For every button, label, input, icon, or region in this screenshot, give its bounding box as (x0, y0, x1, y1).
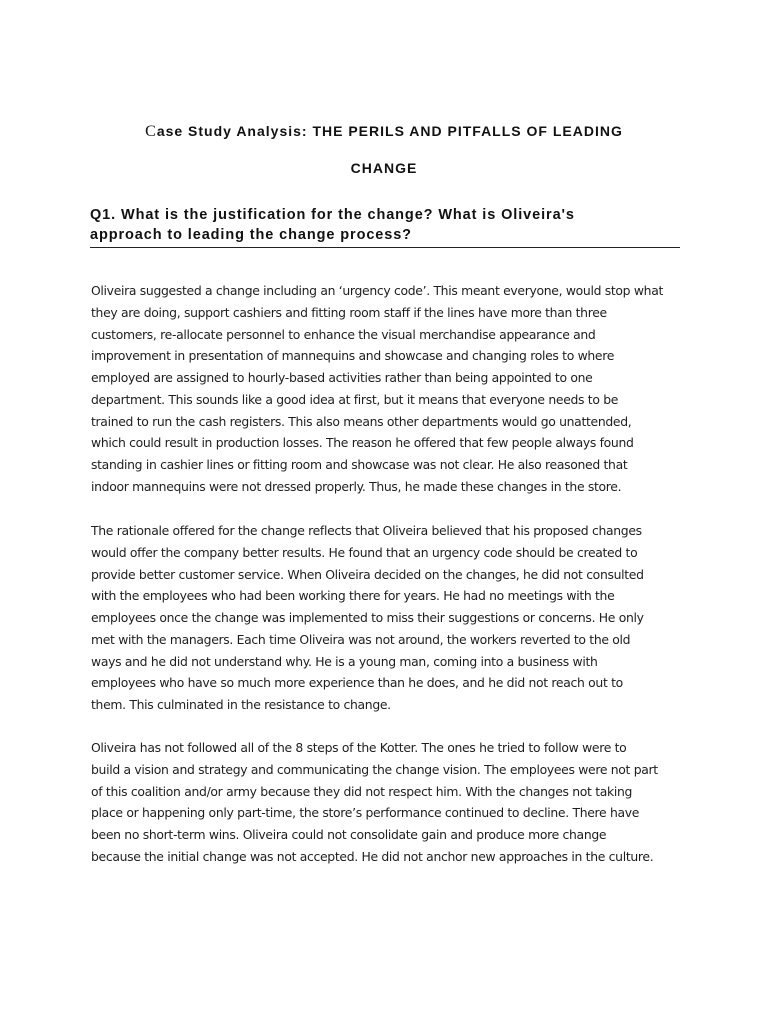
paragraph-line: because the initial change was not accepted. He did not anchor new approaches in the culture. (91, 848, 654, 864)
paragraph-line: customers, re-allocate personnel to enhance the visual merchandise appearance and (91, 326, 596, 342)
paragraph-line: Oliveira has not followed all of the 8 steps of the Kotter. The ones he tried to follow were to (91, 740, 627, 755)
paragraph-line: provide better customer service. When Oliveira decided on the changes, he did not consulted (91, 566, 644, 582)
paragraph-line: ways and he did not understand why. He is a young man, coming into a business with (91, 653, 598, 669)
paragraph-line: trained to run the cash registers. This also means other departments would go unattended, (91, 413, 632, 429)
paragraph-3 (91, 737, 658, 868)
paragraph-line: with the employees who had been working there for years. He had no meetings with the (91, 588, 615, 604)
paragraph-line: build a vision and strategy and communicating the change vision. The employees were not part (91, 761, 658, 777)
heading-rule (90, 247, 680, 248)
paragraph-line: place or happening only part-time, the store’s performance continued to decline. There have (91, 805, 640, 821)
paragraph-line: met with the managers. Each time Oliveira was not around, the workers reverted to the old (91, 631, 631, 647)
paragraph-line: Oliveira suggested a change including an ‘urgency code’. This meant everyone, would stop what (91, 283, 664, 298)
title-line-1 (0, 123, 768, 141)
question-line-1: Q1. What is the justification for the change? What is Oliveira's (90, 207, 575, 223)
paragraph-line: The rationale offered for the change reflects that Oliveira believed that his proposed changes (91, 523, 642, 538)
title-line-2: CHANGE (350, 160, 418, 176)
paragraph-line: indoor mannequins were not dressed properly. Thus, he made these changes in the store. (91, 478, 622, 494)
question-line-2: approach to leading the change process? (90, 227, 412, 243)
paragraph-line: employed are assigned to hourly-based activities rather than being appointed to one (91, 370, 593, 385)
title-initial: C (145, 123, 157, 140)
paragraph-line: employees who have so much more experience than he does, and he did not reach out to (91, 675, 623, 691)
paragraph-line: which could result in production losses. The reason he offered that few people always found (91, 435, 634, 451)
paragraph-line: department. This sounds like a good idea at first, but it means that everyone needs to be (91, 391, 619, 407)
paragraph-line: they are doing, support cashiers and fitting room staff if the lines have more than three (91, 304, 607, 320)
title-rest: ase Study Analysis: THE PERILS AND PITFALLS OF LEADING (156, 123, 623, 139)
paragraph-line: would offer the company better results. He found that an urgency code should be created to (91, 544, 638, 560)
paragraph-line: them. This culminated in the resistance to change. (91, 697, 391, 712)
paragraph-line: improvement in presentation of mannequins and showcase and changing roles to where (91, 348, 615, 364)
paragraph-line: standing in cashier lines or fitting room and showcase was not clear. He also reasoned that (91, 457, 628, 472)
paragraph-line: been no short-term wins. Oliveira could not consolidate gain and produce more change (91, 827, 607, 842)
question-heading (90, 205, 679, 245)
paragraph-line: of this coalition and/or army because they did not respect him. With the changes not taking (91, 783, 633, 799)
paragraph-line: employees once the change was implemented to miss their suggestions or concerns. He only (91, 610, 644, 625)
paragraph-2 (91, 520, 644, 716)
paragraph-1 (91, 280, 663, 498)
